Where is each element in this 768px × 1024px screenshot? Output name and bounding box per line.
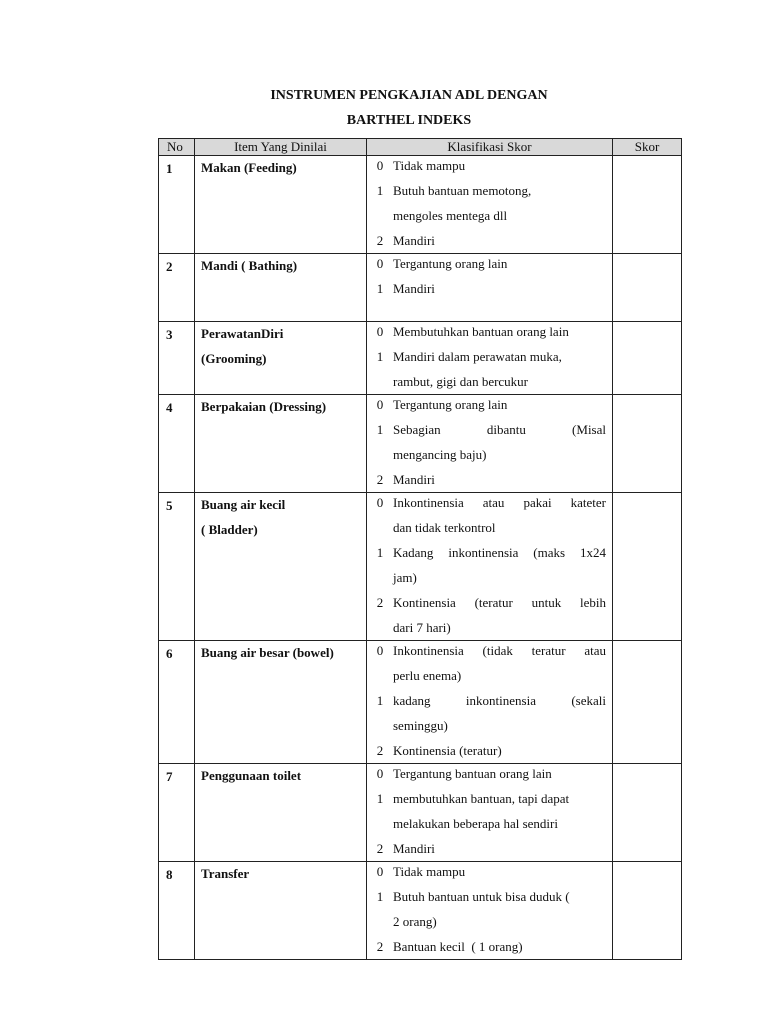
option-text: perlu enema) [393,668,462,683]
row-number: 4 [159,395,195,493]
option [367,153,606,178]
option-text: Bantuan kecil ( 1 orang) [393,939,523,954]
option-score: 2 [376,472,384,487]
option [367,251,606,276]
option [367,638,606,688]
table-row [159,862,682,960]
option-score: 0 [376,397,384,412]
option [367,786,606,836]
score-classification [367,641,613,764]
barthel-index-table [158,138,682,960]
score-classification [367,395,613,493]
row-number: 2 [159,254,195,322]
option-text: rambut, gigi dan bercukur [393,374,529,389]
table-row [159,156,682,254]
option-text: Mandiri [393,472,435,487]
header-no: No [159,139,195,156]
option [367,228,606,253]
option-text: Membutuhkan bantuan orang lain [393,324,569,339]
option-text: Mandiri dalam perawatan muka, [393,349,562,364]
option [367,392,606,417]
item-name: (Grooming) [201,351,267,366]
option-score: 0 [376,864,384,879]
item-name: Makan (Feeding) [201,160,297,175]
option [367,688,606,738]
option-text: jam) [393,570,417,585]
option [367,884,606,934]
option-score: 0 [376,324,384,339]
row-number: 6 [159,641,195,764]
table-row [159,322,682,395]
row-number: 7 [159,764,195,862]
option-text: 2 orang) [393,914,437,929]
option [367,761,606,786]
option-score: 1 [376,545,384,560]
header-skor: Skor [613,139,682,156]
option-text: Kontinensia (teratur untuk lebih [393,595,606,610]
score-cell [613,493,682,641]
option-text: Tidak mampu [393,158,466,173]
score-classification [367,493,613,641]
option-text: Mandiri [393,281,435,296]
option [367,319,606,344]
option-text: Butuh bantuan memotong, [393,183,532,198]
option-score: 2 [376,233,384,248]
option-text: Inkontinensia atau pakai kateter [393,495,606,510]
option-text: Inkontinensia (tidak teratur atau [393,643,606,658]
table-row [159,493,682,641]
item-name: Berpakaian (Dressing) [201,399,327,414]
option [367,490,606,540]
option-score: 0 [376,256,384,271]
header-item: Item Yang Dinilai [195,139,367,156]
option-text: Kadang inkontinensia (maks 1x24 [393,545,606,560]
option-text: Tergantung orang lain [393,397,508,412]
option [367,590,606,640]
option-score: 1 [376,349,384,364]
option-text: kadang inkontinensia (sekali [393,693,606,708]
option [367,934,606,959]
option-text: Mandiri [393,841,435,856]
header-klasifikasi: Klasifikasi Skor [367,139,613,156]
score-cell [613,254,682,322]
option [367,836,606,861]
item-name: Buang air kecil [201,497,286,512]
option-text: Sebagian dibantu (Misal [393,422,606,437]
option-score: 2 [376,595,384,610]
option-text: Tergantung bantuan orang lain [393,766,552,781]
option [367,738,606,763]
option-score: 2 [376,743,384,758]
option-score: 1 [376,791,384,806]
row-number: 3 [159,322,195,395]
option-text: dari 7 hari) [393,620,451,635]
item-name: Transfer [201,866,250,881]
table-row [159,395,682,493]
option-score: 2 [376,939,384,954]
score-cell [613,395,682,493]
item-name: Buang air besar (bowel) [201,645,334,660]
score-classification [367,322,613,395]
score-classification [367,862,613,960]
item-name: Penggunaan toilet [201,768,302,783]
option-score: 0 [376,495,384,510]
score-classification [367,254,613,322]
option-text: Tergantung orang lain [393,256,508,271]
option-text: Kontinensia (teratur) [393,743,502,758]
table-row [159,641,682,764]
option-text: seminggu) [393,718,448,733]
option-score: 1 [376,889,384,904]
item-name: Perawatan [201,326,261,341]
option-score: 0 [376,766,384,781]
option-score: 1 [376,422,384,437]
option [367,417,606,467]
option-score: 1 [376,183,384,198]
option-text: membutuhkan bantuan, tapi dapat [393,791,570,806]
option-score: 0 [376,158,384,173]
table-row [159,254,682,322]
option-text: Butuh bantuan untuk bisa duduk ( [393,889,570,904]
option [367,276,606,301]
option-text: mengancing baju) [393,447,487,462]
row-number: 1 [159,156,195,254]
option [367,467,606,492]
score-cell [613,156,682,254]
option-score: 1 [376,693,384,708]
option-text: Tidak mampu [393,864,466,879]
option [367,178,606,228]
item-name: Mandi ( Bathing) [201,258,298,273]
option-score: 2 [376,841,384,856]
option [367,344,606,394]
option-text: melakukan beberapa hal sendiri [393,816,558,831]
option-text: mengoles mentega dll [393,208,508,223]
document-title-line2: BARTHEL INDEKS [346,113,472,128]
option [367,859,606,884]
option-text: Mandiri [393,233,435,248]
score-cell [613,764,682,862]
row-number: 8 [159,862,195,960]
score-cell [613,641,682,764]
item-name: Diri [260,326,284,341]
score-classification [367,156,613,254]
option-text: dan tidak terkontrol [393,520,496,535]
document-title-line1: INSTRUMEN PENGKAJIAN ADL DENGAN [270,88,548,103]
option [367,540,606,590]
score-classification [367,764,613,862]
option-score: 0 [376,643,384,658]
row-number: 5 [159,493,195,641]
table-row [159,764,682,862]
score-cell [613,322,682,395]
score-cell [613,862,682,960]
item-name: ( Bladder) [201,522,258,537]
option-score: 1 [376,281,384,296]
